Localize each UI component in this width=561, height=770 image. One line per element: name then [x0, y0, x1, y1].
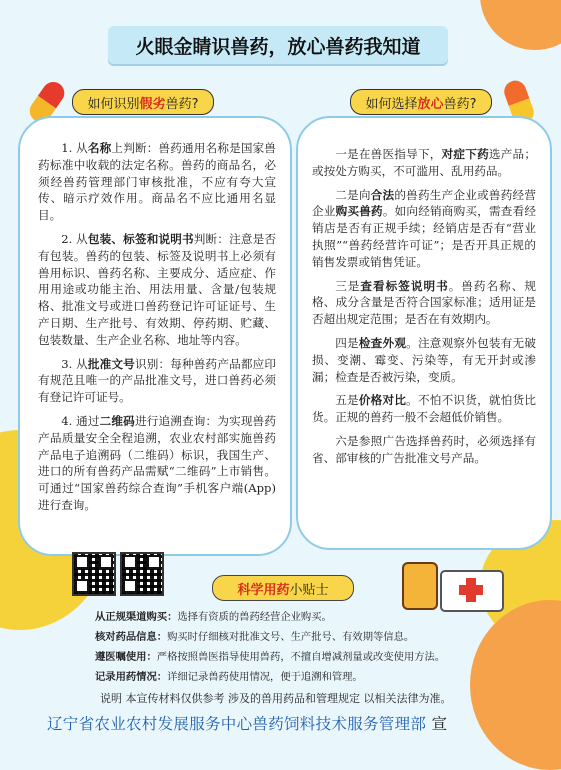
paragraph-post: 判断：注意是否有包装。兽药的包装、标签及说明书上必须有兽用标识、兽药名称、主要成分、适应症、作用用途或功能主治、用法用量、含量/包装规格、批准文号或进口兽药登记许可证证号、生产日期、生产批号、有效期、停药期、贮藏、包装数量、生产企业名称、地址等内容。	[38, 231, 276, 347]
tips-list	[95, 607, 525, 687]
paragraph-post: 进行追溯查询：为实现兽药产品质量安全全程追溯，农业农村部实施兽药产品电子追溯码（二维码）标识，我国生产、进口的所有兽药产品需赋“二维码”上市销售。可通过“国家兽药综合查询”手机客户端(App)进行查询。	[38, 413, 276, 512]
paragraph-pre: 二是向	[335, 187, 371, 202]
tip-text: 购买时仔细核对批准文号、生产批号、有效期等信息。	[167, 631, 415, 643]
right-paragraph	[312, 433, 536, 467]
right-panel	[296, 116, 552, 550]
right-panel-text	[312, 146, 536, 467]
right-heading-pre: 如何选择	[365, 96, 418, 112]
qr-code-icon	[120, 552, 164, 596]
first-aid-kit-icon	[440, 570, 504, 612]
left-panel	[18, 116, 292, 556]
qr-finder	[147, 555, 161, 569]
cross-icon	[459, 585, 483, 595]
tip-item	[95, 667, 525, 687]
qr-code-icon	[72, 552, 116, 596]
right-paragraph	[312, 146, 536, 180]
paragraph-em: 购买兽药	[335, 204, 383, 219]
footer-issuer	[47, 712, 447, 734]
tip-label: 核对药品信息：	[95, 631, 168, 643]
right-heading-em: 放心	[417, 96, 444, 112]
qr-finder	[99, 555, 113, 569]
tip-text: 选择有资质的兽药经营企业购买。	[177, 611, 332, 623]
paragraph-em: 名称	[87, 141, 112, 155]
qr-finder	[123, 579, 137, 593]
left-heading-em: 假劣	[139, 96, 166, 112]
tip-label: 从正规渠道购买：	[95, 611, 178, 623]
paragraph-post: 。如向经销商购买，需查看经销店是否有正规手续；经销店是否有“营业执照”“兽药经营许可证”；是否开具正规的销售发票或销售凭证。	[312, 204, 536, 269]
left-paragraph	[38, 413, 276, 514]
footer-org: 辽宁省农业农村发展服务中心兽药饲料技术服务管理部	[47, 715, 427, 733]
page-title: 火眼金睛识兽药，放心兽药我知道	[108, 26, 448, 64]
medicine-bottle-icon	[402, 562, 438, 610]
paragraph-pre: 五是	[335, 393, 359, 408]
left-heading	[72, 89, 214, 115]
tip-text: 严格按照兽医指导使用兽药，不擅自增减剂量或改变使用方法。	[156, 651, 446, 663]
paragraph-post: 。兽药名称、规格、成分含量是否符合国家标准；适用证是否超出规定范围；是否在有效期内。	[312, 278, 536, 327]
paragraph-em: 合法	[370, 187, 395, 202]
paragraph-mid: 的兽药生产企业或兽药经营企业	[312, 187, 536, 219]
paragraph-em: 包装、标签和说明书	[87, 231, 194, 246]
right-paragraph	[312, 392, 536, 426]
left-panel-text	[38, 140, 276, 514]
paragraph-em: 二维码	[99, 413, 135, 428]
paragraph-post: 。不怕不识货，就怕货比货。正规的兽药一般不会超低价销售。	[312, 393, 536, 425]
paragraph-pre: 四是	[335, 335, 359, 350]
tip-text: 详细记录兽药使用情况，便于追溯和管理。	[167, 671, 363, 683]
paragraph-pre: 1. 从	[61, 141, 88, 155]
left-paragraph	[38, 231, 276, 349]
disclaimer-note: 说明 本宣传材料仅供参考 涉及的兽用药品和管理规定 以相关法律为准。	[100, 692, 452, 705]
left-paragraph	[38, 140, 276, 224]
tips-title-em: 科学用药	[237, 582, 290, 598]
decor-orange-blob-top	[480, 0, 561, 50]
paragraph-em: 查看标签说明书	[360, 278, 449, 293]
paragraph-em: 价格对比	[358, 393, 407, 408]
qr-finder	[75, 555, 89, 569]
tip-item	[95, 607, 525, 627]
paragraph-em: 检查外观	[358, 335, 407, 350]
left-heading-pre: 如何识别	[87, 96, 140, 112]
paragraph-post: 。注意观察外包装有无破损、变潮、霉变、污染等，有无开封或渗漏；检查是否被污染，变质。	[312, 335, 536, 384]
paragraph-pre: 六是参照广告选择兽药时，必须选择有省、部审核的广告批准文号产品。	[312, 433, 536, 465]
left-paragraph	[38, 356, 276, 406]
paragraph-pre: 2. 从	[61, 231, 88, 246]
tip-label: 遵医嘱使用：	[95, 651, 157, 663]
tips-title	[212, 575, 354, 601]
paragraph-em: 对症下药	[441, 147, 489, 161]
right-paragraph	[312, 278, 536, 328]
tips-title-rest: 小贴士	[289, 582, 329, 598]
tip-item	[95, 627, 525, 647]
paragraph-pre: 三是	[335, 278, 361, 293]
paragraph-post: 选产品；或按处方购买，不可滥用、乱用药品。	[312, 147, 536, 178]
qr-finder	[123, 555, 137, 569]
qr-finder	[75, 579, 89, 593]
left-heading-post: 兽药?	[165, 96, 199, 112]
paragraph-pre: 4. 通过	[61, 413, 100, 428]
paragraph-post: 上判断：兽药通用名称是国家兽药标准中收载的法定名称。兽药的商品名，必须经兽药管理部门审核批准，不应有夸大宣传、暗示疗效作用。商品名不应比通用名显目。	[38, 141, 276, 223]
tip-label: 记录用药情况：	[95, 671, 168, 683]
right-paragraph	[312, 187, 536, 271]
right-paragraph	[312, 335, 536, 385]
paragraph-em: 批准文号	[87, 356, 135, 371]
paragraph-post: 识别：每种兽药产品都应印有规范且唯一的产品批准文号，进口兽药必须有登记许可证号。	[38, 356, 276, 405]
paragraph-pre: 一是在兽医指导下，	[335, 147, 442, 161]
paragraph-pre: 3. 从	[61, 356, 88, 371]
footer-suffix: 宣	[431, 715, 448, 733]
tip-item	[95, 647, 525, 667]
right-heading	[350, 89, 492, 115]
right-heading-post: 兽药?	[443, 96, 477, 112]
